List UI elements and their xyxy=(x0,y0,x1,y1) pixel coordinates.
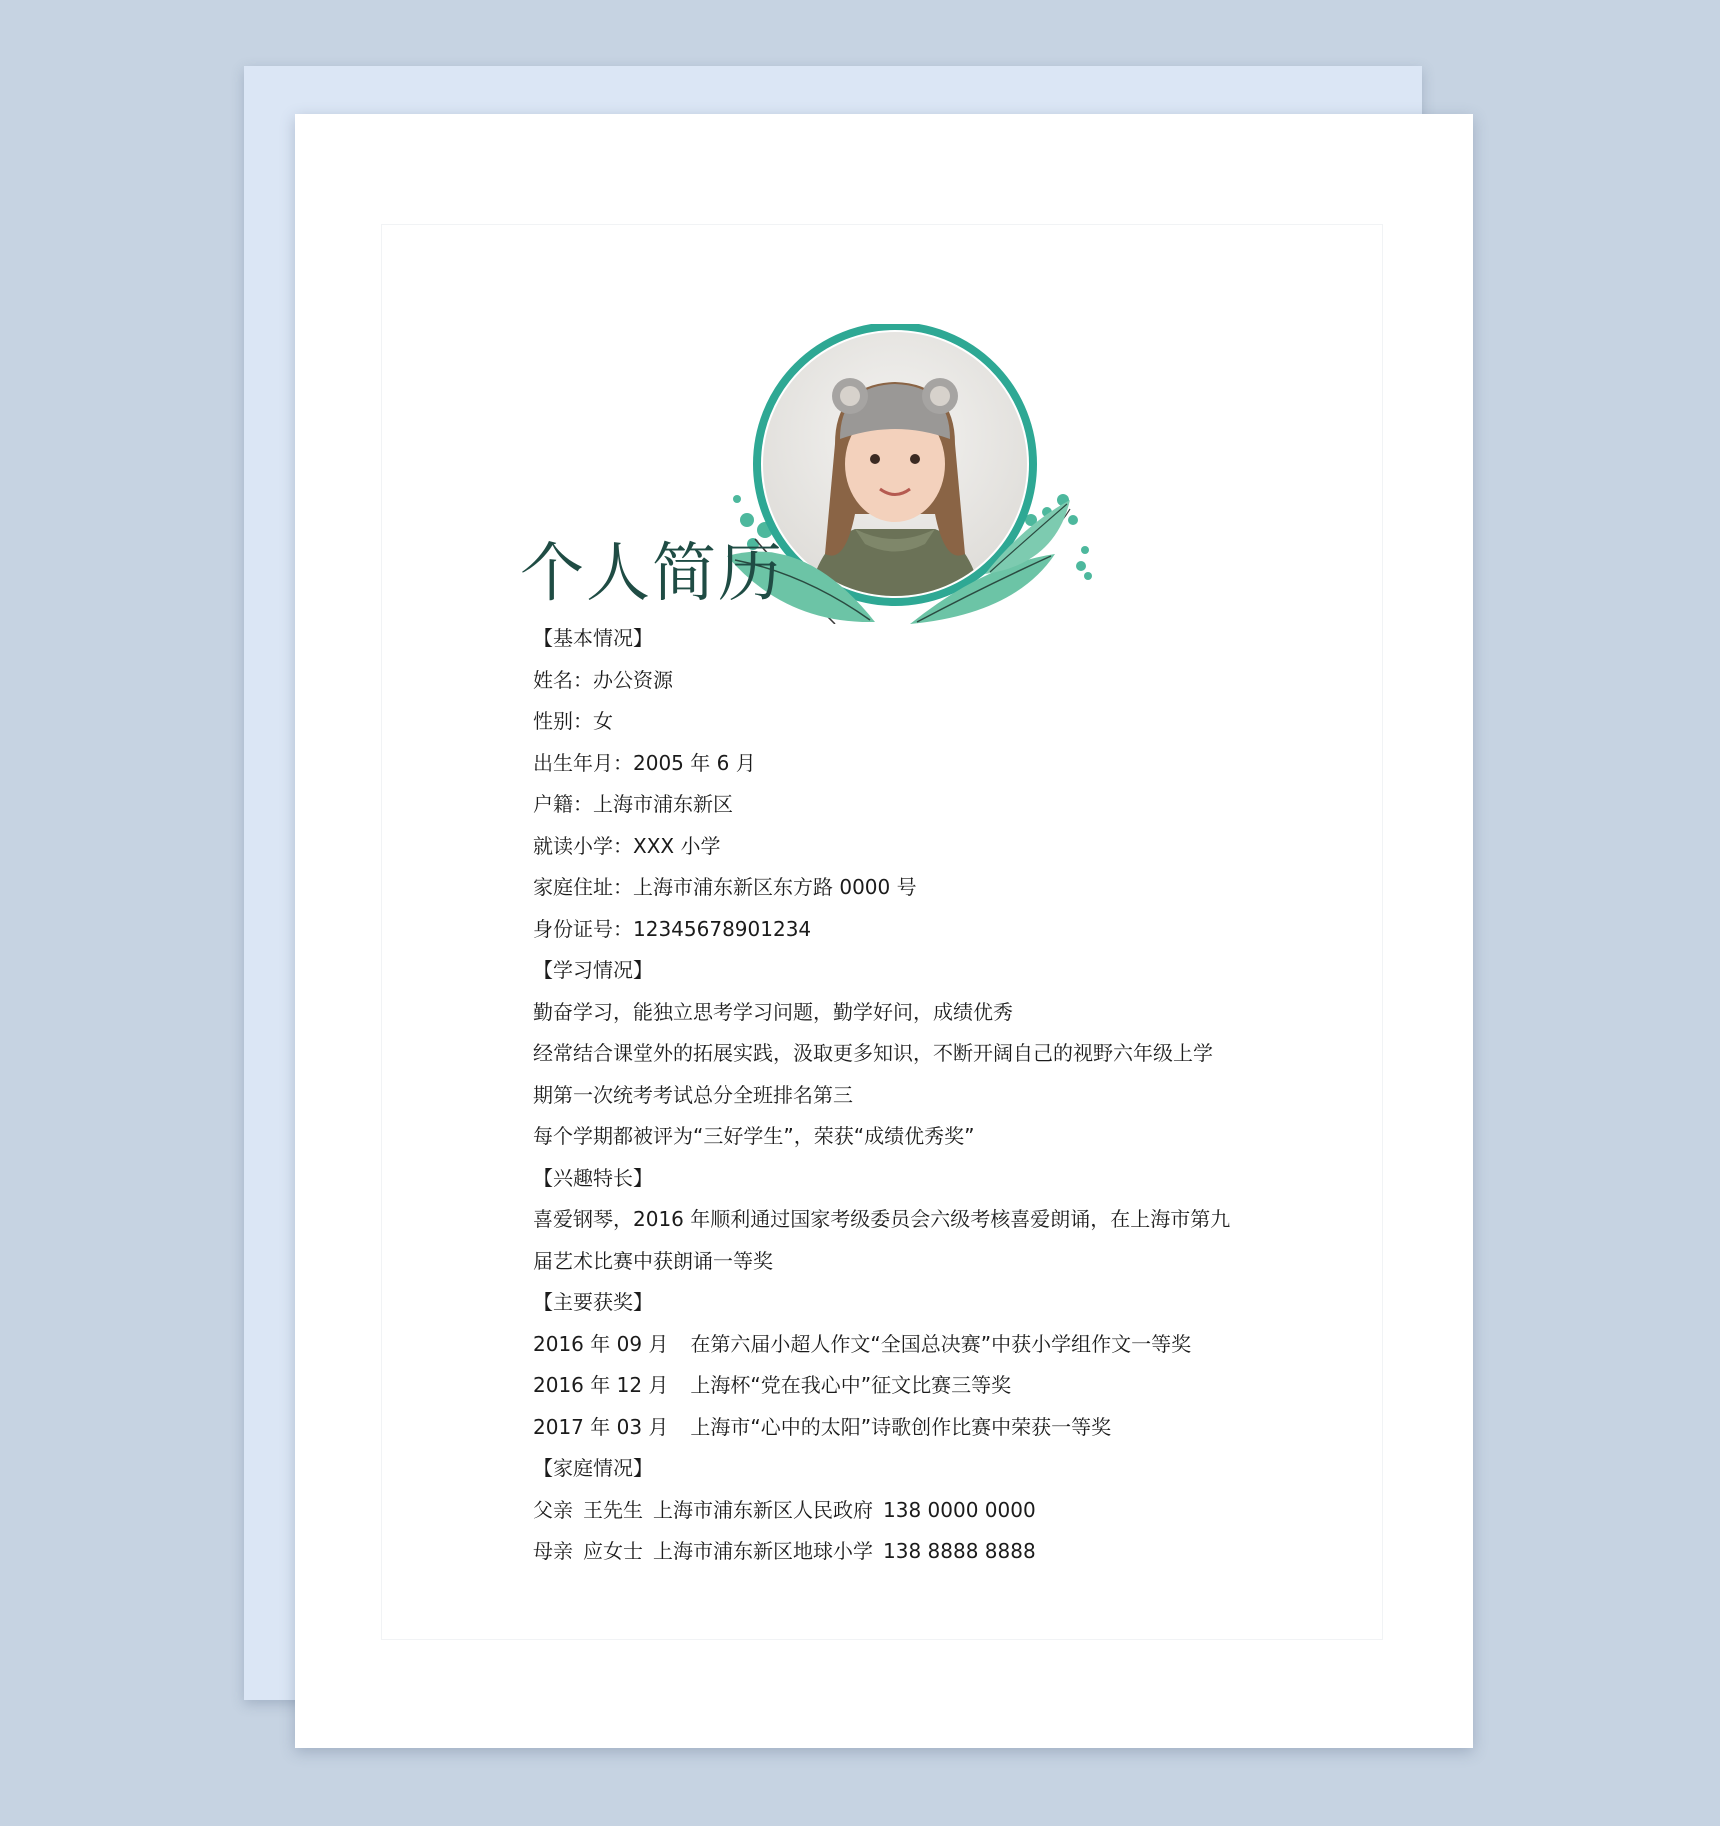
section-heading-family: 【家庭情况】 xyxy=(533,1456,653,1480)
member-work: 上海市浦东新区人民政府 xyxy=(653,1497,873,1522)
study-line: 每个学期都被评为“三好学生”，荣获“成绩优秀奖” xyxy=(533,1124,975,1148)
award-date: 2016 年 12 月 xyxy=(533,1373,669,1397)
hobby-line: 喜爱钢琴，2016 年顺利通过国家考级委员会六级考核喜爱朗诵，在上海市第九 xyxy=(533,1207,1231,1231)
member-relation: 父亲 xyxy=(533,1497,573,1522)
field-hukou: 户籍：上海市浦东新区 xyxy=(533,792,733,816)
section-heading-hobby: 【兴趣特长】 xyxy=(533,1165,653,1190)
resume-title: 个人简历 xyxy=(520,537,784,611)
member-name: 王先生 xyxy=(583,1497,643,1522)
award-item xyxy=(533,1365,1253,1407)
section-heading-basic: 【基本情况】 xyxy=(533,626,653,650)
section-heading-awards: 【主要获奖】 xyxy=(533,1290,653,1314)
resume-content xyxy=(533,618,1253,1573)
field-school: 就读小学：XXX 小学 xyxy=(533,833,721,858)
award-text: 上海杯“党在我心中”征文比赛三等奖 xyxy=(690,1373,1012,1397)
study-line: 经常结合课堂外的拓展实践，汲取更多知识，不断开阔自己的视野六年级上学 xyxy=(533,1041,1213,1065)
award-date: 2017 年 03 月 xyxy=(533,1414,669,1439)
field-gender: 性别：女 xyxy=(533,709,613,733)
award-item xyxy=(533,1407,1253,1449)
award-text: 在第六届小超人作文“全国总决赛”中获小学组作文一等奖 xyxy=(690,1331,1192,1356)
resume-page xyxy=(295,114,1473,1748)
hobby-line: 届艺术比赛中获朗诵一等奖 xyxy=(533,1248,773,1273)
field-name: 姓名：办公资源 xyxy=(533,667,673,692)
field-id: 身份证号：12345678901234 xyxy=(533,916,812,941)
member-phone: 138 8888 8888 xyxy=(883,1539,1036,1563)
award-date: 2016 年 09 月 xyxy=(533,1331,669,1356)
section-heading-study: 【学习情况】 xyxy=(533,958,653,982)
field-birth: 出生年月：2005 年 6 月 xyxy=(533,750,756,775)
award-item xyxy=(533,1324,1253,1366)
family-member xyxy=(533,1490,1253,1532)
field-address: 家庭住址：上海市浦东新区东方路 0000 号 xyxy=(533,875,917,899)
study-line: 勤奋学习，能独立思考学习问题，勤学好问，成绩优秀 xyxy=(533,999,1013,1024)
member-relation: 母亲 xyxy=(533,1539,573,1563)
award-text: 上海市“心中的太阳”诗歌创作比赛中荣获一等奖 xyxy=(690,1414,1112,1439)
member-work: 上海市浦东新区地球小学 xyxy=(653,1539,873,1563)
family-member xyxy=(533,1531,1253,1573)
member-phone: 138 0000 0000 xyxy=(883,1497,1036,1522)
member-name: 应女士 xyxy=(583,1539,643,1563)
study-line: 期第一次统考考试总分全班排名第三 xyxy=(533,1082,853,1107)
